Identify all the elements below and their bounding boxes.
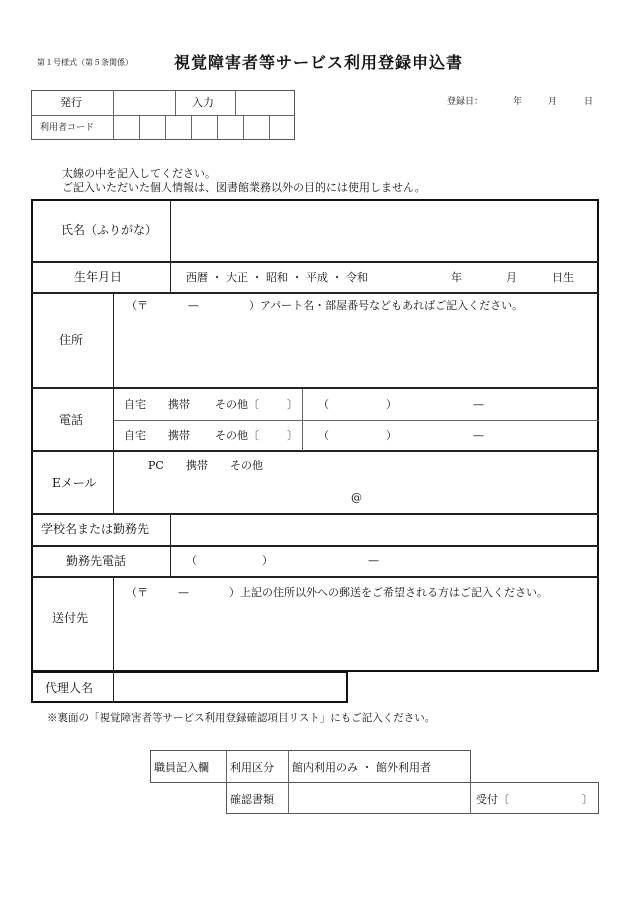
phone1-other-close: 〕 xyxy=(287,398,298,411)
school-label: 学校名または勤務先 xyxy=(41,522,150,536)
issue-field[interactable] xyxy=(114,91,174,114)
address-note: ）アパート名・部屋番号などもあればご記入ください。 xyxy=(249,299,524,312)
send-postal-dash: — xyxy=(178,586,189,599)
reg-year: 年 xyxy=(513,97,523,107)
work-phone-close: ） xyxy=(262,554,273,567)
name-label: 氏名（ふりがな） xyxy=(61,223,158,237)
reg-month: 月 xyxy=(548,97,558,107)
docs-label: 確認書類 xyxy=(230,793,274,806)
registration-date-label: 登録日： xyxy=(447,97,484,107)
email-field[interactable] xyxy=(116,478,596,511)
work-phone-dash: — xyxy=(368,554,379,567)
dob-label: 生年月日 xyxy=(74,270,123,284)
send-postal: （〒 xyxy=(126,586,148,599)
usage-value[interactable]: 館内利用のみ ・ 館外利用者 xyxy=(292,761,431,774)
email-other[interactable]: その他 xyxy=(230,459,263,472)
phone1-home[interactable]: 自宅 xyxy=(124,398,146,411)
send-field[interactable] xyxy=(116,603,596,669)
phone1-mobile[interactable]: 携帯 xyxy=(168,398,190,411)
phone1-other[interactable]: その他〔 xyxy=(215,398,259,411)
docs-field[interactable] xyxy=(290,784,468,812)
phone2-mobile[interactable]: 携帯 xyxy=(168,429,190,442)
staff-label: 職員記入欄 xyxy=(154,761,209,774)
form-number: 第１号様式（第５条関係） xyxy=(37,58,133,67)
email-label: Eメール xyxy=(52,476,97,490)
input-label: 入力 xyxy=(192,96,214,109)
phone1-open: （ xyxy=(318,398,329,411)
dob-eras[interactable]: 西暦 ・ 大正 ・ 昭和 ・ 平成 ・ 令和 xyxy=(186,271,368,284)
input-field[interactable] xyxy=(236,91,294,114)
work-phone-label: 勤務先電話 xyxy=(66,554,127,568)
phone2-other-close: 〕 xyxy=(287,429,298,442)
address-label: 住所 xyxy=(59,333,84,347)
agent-field[interactable] xyxy=(116,674,344,700)
send-note: ）上記の住所以外への郵送をご希望される方はご記入ください。 xyxy=(229,586,548,599)
phone2-home[interactable]: 自宅 xyxy=(124,429,146,442)
received-label: 受付〔 xyxy=(476,793,509,806)
instruction-line-2: ご記入いただいた個人情報は、図書館業務以外の目的には使用しません。 xyxy=(62,181,426,194)
send-label: 送付先 xyxy=(52,611,89,625)
usage-label: 利用区分 xyxy=(230,761,274,774)
reg-day: 日 xyxy=(584,97,594,107)
name-field[interactable] xyxy=(172,201,597,261)
address-postal: （〒 xyxy=(126,299,148,312)
user-code-field[interactable] xyxy=(114,116,294,139)
instruction-line-1: 太線の中を記入してください。 xyxy=(62,167,216,180)
dob-year: 年 xyxy=(451,271,462,284)
page-title: 視覚障害者等サービス利用登録申込書 xyxy=(174,53,464,72)
phone1-close: ） xyxy=(386,398,397,411)
received-close: 〕 xyxy=(582,793,593,806)
address-postal-dash: — xyxy=(188,299,199,312)
email-mobile[interactable]: 携帯 xyxy=(186,459,208,472)
phone2-dash: — xyxy=(473,429,484,442)
school-field[interactable] xyxy=(172,516,597,544)
phone2-close: ） xyxy=(386,429,397,442)
work-phone-open: （ xyxy=(186,554,197,567)
phone2-open: （ xyxy=(318,429,329,442)
phone2-other[interactable]: その他〔 xyxy=(215,429,259,442)
user-code-label: 利用者コード xyxy=(40,123,95,133)
dob-month: 月 xyxy=(506,271,517,284)
footer-note: ※裏面の「視覚障害者等サービス利用登録確認項目リスト」にもご記入ください。 xyxy=(47,712,436,724)
dob-day: 日生 xyxy=(552,271,574,284)
agent-label: 代理人名 xyxy=(45,681,94,695)
phone1-dash: — xyxy=(473,398,484,411)
email-pc[interactable]: PC xyxy=(148,459,164,472)
phone-label: 電話 xyxy=(59,413,84,427)
email-at: @ xyxy=(351,491,362,504)
address-field[interactable] xyxy=(116,316,596,386)
issue-label: 発行 xyxy=(60,96,82,109)
